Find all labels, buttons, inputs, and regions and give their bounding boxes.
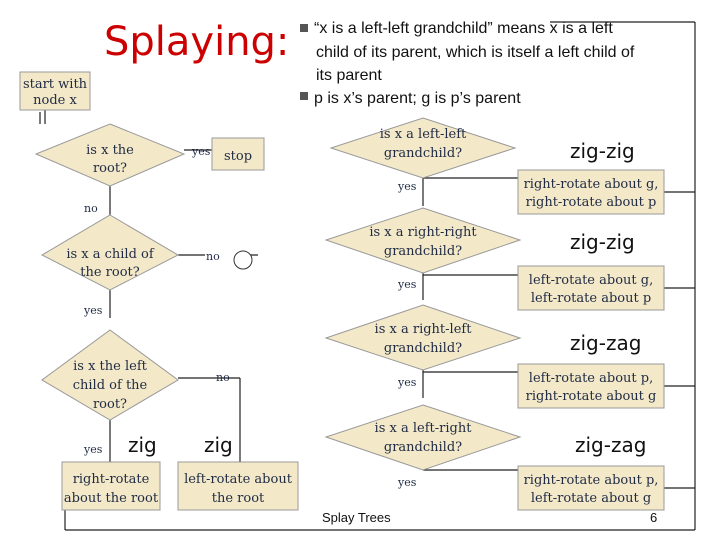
label-yes-child: yes — [84, 304, 103, 317]
bullet-marker — [300, 24, 308, 32]
connector-circle — [234, 251, 252, 269]
lr-root-line-1: left-rotate about — [184, 472, 292, 487]
stop-label: stop — [223, 149, 253, 164]
case-right-right — [326, 208, 664, 310]
case-1-q-line-1: is x a left-left — [379, 127, 467, 142]
case-1-q-line-2: grandchild? — [383, 146, 463, 161]
child-root-line-1: is x a child of — [66, 247, 154, 262]
case-4-q-line-1: is x a left-right — [374, 421, 472, 436]
bullet-list — [300, 20, 635, 107]
case-left-right — [326, 405, 664, 510]
case-2-op-2: left-rotate about p — [530, 291, 652, 306]
case-3-q-line-1: is x a right-left — [374, 322, 472, 337]
left-child-line-1: is x the left — [73, 359, 147, 374]
case-3-q-line-2: grandchild? — [383, 341, 463, 356]
case-1-op-1: right-rotate about g, — [523, 177, 659, 192]
decision-is-child-of-root — [42, 215, 178, 290]
decision-is-left-child — [42, 330, 178, 420]
bullet-marker — [300, 92, 308, 100]
action-right-rotate-root — [62, 462, 160, 510]
is-root-line-1: is x the — [86, 143, 134, 158]
case-4-op-2: left-rotate about g — [530, 491, 652, 506]
case-2-q-line-2: grandchild? — [383, 244, 463, 259]
start-node — [20, 72, 90, 110]
action-left-rotate-root — [178, 462, 298, 510]
left-child-line-3: root? — [92, 397, 128, 412]
footer-title: Splay Trees — [322, 510, 391, 525]
bullet-1-line-1: “x is a left-left grandchild” means x is a left — [314, 20, 613, 37]
start-line-1: start with — [22, 77, 88, 92]
slide-title: Splaying: — [104, 19, 290, 65]
label-no-left: no — [216, 371, 230, 384]
case-1-yes: yes — [398, 180, 417, 193]
case-4-q-line-2: grandchild? — [383, 440, 463, 455]
lr-root-line-2: the root — [211, 491, 265, 506]
label-no-child: no — [206, 250, 220, 263]
page-number: 6 — [650, 510, 658, 525]
child-root-line-2: the root? — [80, 265, 140, 280]
case-1-name: zig-zig — [570, 139, 635, 163]
bullet-1-line-3: its parent — [316, 67, 382, 84]
case-2-name: zig-zig — [570, 230, 635, 254]
label-no-root: no — [84, 202, 98, 215]
rr-root-line-1: right-rotate — [72, 472, 150, 487]
stop-node — [212, 138, 264, 170]
case-4-name: zig-zag — [575, 433, 647, 457]
case-left-left — [331, 118, 664, 214]
case-3-yes: yes — [398, 376, 417, 389]
case-4-yes: yes — [398, 476, 417, 489]
rr-root-line-2: about the root — [63, 491, 159, 506]
is-root-line-2: root? — [92, 161, 128, 176]
zig-left-title: zig — [128, 433, 157, 457]
zig-right-title: zig — [204, 433, 233, 457]
case-3-name: zig-zag — [570, 331, 642, 355]
case-2-q-line-1: is x a right-right — [369, 225, 477, 240]
bullet-2: p is x’s parent; g is p’s parent — [314, 90, 521, 107]
case-right-left — [326, 305, 664, 408]
bullet-1-line-2: child of its parent, which is itself a left child of — [316, 44, 635, 61]
case-2-yes: yes — [398, 278, 417, 291]
label-yes-left: yes — [84, 443, 103, 456]
decision-is-root — [36, 124, 184, 186]
case-4-op-1: right-rotate about p, — [523, 473, 659, 488]
case-1-op-2: right-rotate about p — [525, 195, 657, 210]
left-child-line-2: child of the — [72, 378, 148, 393]
case-3-op-2: right-rotate about g — [525, 389, 657, 404]
start-line-2: node x — [33, 93, 77, 108]
label-yes-root: yes — [192, 145, 211, 158]
case-3-op-1: left-rotate about p, — [528, 371, 654, 386]
case-2-op-1: left-rotate about g, — [528, 273, 654, 288]
